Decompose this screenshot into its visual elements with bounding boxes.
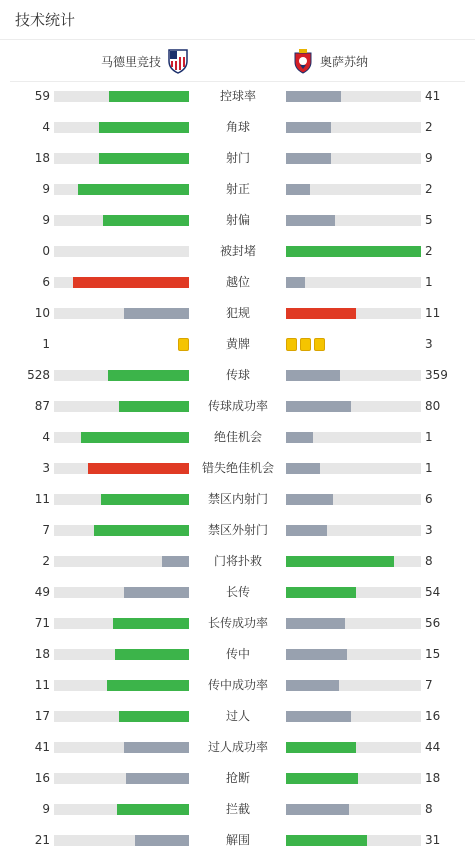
home-bar-fill: [103, 215, 189, 226]
away-bar-fill: [286, 773, 358, 784]
away-bar-fill: [286, 246, 421, 257]
home-value: 9: [42, 213, 50, 227]
away-team: [292, 40, 368, 82]
away-bar-fill: [286, 649, 347, 660]
stat-row: [0, 577, 475, 608]
home-bar-fill: [126, 773, 189, 784]
home-value: 18: [34, 151, 50, 165]
away-bar-track: [286, 525, 421, 536]
home-value: 59: [34, 89, 50, 103]
away-value: 44: [425, 740, 441, 754]
home-bar-track: [54, 649, 189, 660]
stat-label: 禁区外射门: [207, 523, 268, 537]
away-bar-fill: [286, 494, 333, 505]
home-bar-track: [54, 525, 189, 536]
away-bar-track: [286, 153, 421, 164]
away-value: 15: [425, 647, 441, 661]
stat-label: 犯规: [225, 306, 250, 320]
stat-label: 解围: [225, 833, 250, 847]
away-bar-fill: [286, 215, 335, 226]
away-bar-track: [286, 91, 421, 102]
stat-row: [0, 701, 475, 732]
stat-label: 射正: [225, 182, 250, 196]
home-bar-track: [54, 246, 189, 257]
away-bar-track: [286, 494, 421, 505]
away-bar-fill: [286, 711, 351, 722]
away-bar-track: [286, 556, 421, 567]
away-bar-fill: [286, 370, 340, 381]
away-bar-track: [286, 432, 421, 443]
home-value: 4: [42, 120, 50, 134]
yellow-card-icon: [300, 338, 311, 351]
home-bar-fill: [119, 401, 189, 412]
away-bar-track: [286, 773, 421, 784]
stat-row: [0, 515, 475, 546]
stat-label: 传中成功率: [207, 678, 268, 692]
stats-list: [0, 81, 475, 856]
home-team-name: 马德里竞技: [101, 54, 162, 69]
stat-row: [0, 794, 475, 825]
stat-label: 门将扑救: [213, 554, 262, 568]
home-bar-fill: [117, 804, 189, 815]
away-value: 16: [425, 709, 441, 723]
stats-header: [0, 0, 475, 40]
away-bar-track: [286, 649, 421, 660]
home-value: 9: [42, 182, 50, 196]
away-bar-track: [286, 308, 421, 319]
stat-label: 越位: [225, 275, 250, 289]
away-value: 80: [425, 399, 441, 413]
home-bar-fill: [81, 432, 189, 443]
home-value: 11: [34, 678, 50, 692]
away-bar-track: [286, 804, 421, 815]
away-bar-fill: [286, 835, 367, 846]
home-value: 7: [42, 523, 50, 537]
stat-row: [0, 422, 475, 453]
stat-label: 传球: [225, 368, 250, 382]
away-bar-fill: [286, 618, 345, 629]
home-value: 21: [34, 833, 50, 847]
away-value: 56: [425, 616, 441, 630]
away-value: 1: [425, 430, 433, 444]
teams-bar: [10, 40, 465, 82]
stat-label: 角球: [225, 120, 250, 134]
away-bar-track: [286, 742, 421, 753]
home-bar-fill: [73, 277, 189, 288]
home-bar-track: [54, 804, 189, 815]
home-bar-fill: [101, 494, 189, 505]
home-team: [101, 40, 189, 82]
away-bar-fill: [286, 742, 356, 753]
home-value: 528: [27, 368, 50, 382]
stat-row: [0, 329, 475, 360]
away-bar-fill: [286, 525, 327, 536]
home-value: 4: [42, 430, 50, 444]
away-bar-fill: [286, 432, 313, 443]
stat-row: [0, 81, 475, 112]
stat-row: [0, 453, 475, 484]
away-bar-fill: [286, 587, 356, 598]
home-bar-track: [54, 773, 189, 784]
away-value: 8: [425, 554, 433, 568]
home-value: 87: [34, 399, 50, 413]
stat-label: 黄牌: [225, 337, 250, 351]
home-bar-track: [54, 711, 189, 722]
home-value: 2: [42, 554, 50, 568]
home-value: 17: [34, 709, 50, 723]
stat-row: [0, 670, 475, 701]
home-bar-fill: [135, 835, 189, 846]
home-bar-track: [54, 835, 189, 846]
stat-row: [0, 391, 475, 422]
home-value: 6: [42, 275, 50, 289]
home-bar-track: [54, 153, 189, 164]
stat-label: 错失绝佳机会: [201, 461, 274, 475]
stat-row: [0, 112, 475, 143]
home-bar-fill: [124, 308, 189, 319]
home-value: 1: [42, 337, 50, 351]
away-value: 1: [425, 461, 433, 475]
home-bar-track: [54, 401, 189, 412]
home-bar-track: [54, 91, 189, 102]
stat-row: [0, 267, 475, 298]
home-bar-track: [54, 308, 189, 319]
home-value: 71: [34, 616, 50, 630]
home-bar-fill: [99, 122, 189, 133]
home-value: 0: [42, 244, 50, 258]
home-value: 49: [34, 585, 50, 599]
away-bar-fill: [286, 184, 310, 195]
home-bar-fill: [109, 91, 189, 102]
stat-row: [0, 639, 475, 670]
stat-label: 绝佳机会: [213, 430, 262, 444]
home-value: 41: [34, 740, 50, 754]
away-bar-fill: [286, 804, 349, 815]
stat-label: 拦截: [225, 802, 250, 816]
away-team-name: 奥萨苏纳: [320, 54, 369, 69]
home-cards: [178, 338, 189, 351]
away-bar-track: [286, 711, 421, 722]
home-bar-track: [54, 494, 189, 505]
home-bar-track: [54, 370, 189, 381]
home-bar-fill: [88, 463, 189, 474]
stat-label: 传中: [225, 647, 250, 661]
stat-label: 抢断: [225, 771, 250, 785]
away-bar-track: [286, 680, 421, 691]
stat-label: 过人成功率: [207, 740, 268, 754]
away-value: 31: [425, 833, 441, 847]
home-value: 9: [42, 802, 50, 816]
away-bar-fill: [286, 680, 339, 691]
atletico-crest-icon: [167, 48, 189, 74]
stat-row: [0, 825, 475, 856]
stat-label: 射偏: [225, 213, 250, 227]
stat-label: 传球成功率: [207, 399, 268, 413]
home-bar-fill: [119, 711, 189, 722]
home-bar-track: [54, 463, 189, 474]
home-value: 16: [34, 771, 50, 785]
away-bar-track: [286, 835, 421, 846]
stat-label: 长传: [225, 585, 250, 599]
away-bar-fill: [286, 401, 351, 412]
away-bar-track: [286, 463, 421, 474]
away-bar-track: [286, 277, 421, 288]
away-bar-track: [286, 401, 421, 412]
away-bar-fill: [286, 277, 305, 288]
away-bar-track: [286, 618, 421, 629]
away-value: 8: [425, 802, 433, 816]
stat-label: 长传成功率: [207, 616, 268, 630]
home-bar-fill: [108, 370, 189, 381]
stat-row: [0, 236, 475, 267]
home-bar-fill: [78, 184, 189, 195]
home-bar-fill: [99, 153, 189, 164]
stat-row: [0, 608, 475, 639]
stat-row: [0, 763, 475, 794]
yellow-card-icon: [286, 338, 297, 351]
away-value: 2: [425, 244, 433, 258]
home-bar-track: [54, 618, 189, 629]
home-value: 11: [34, 492, 50, 506]
away-value: 2: [425, 120, 433, 134]
stat-row: [0, 205, 475, 236]
away-bar-fill: [286, 122, 331, 133]
away-value: 7: [425, 678, 433, 692]
home-bar-track: [54, 680, 189, 691]
away-value: 3: [425, 523, 433, 537]
away-bar-track: [286, 122, 421, 133]
home-bar-fill: [124, 742, 189, 753]
stat-row: [0, 174, 475, 205]
home-bar-track: [54, 122, 189, 133]
stat-row: [0, 360, 475, 391]
away-value: 359: [425, 368, 448, 382]
away-cards: [286, 338, 325, 351]
stat-row: [0, 484, 475, 515]
yellow-card-icon: [314, 338, 325, 351]
home-bar-fill: [94, 525, 189, 536]
away-bar-track: [286, 184, 421, 195]
home-bar-fill: [115, 649, 189, 660]
home-value: 18: [34, 647, 50, 661]
home-bar-track: [54, 184, 189, 195]
stat-row: [0, 143, 475, 174]
home-value: 10: [34, 306, 50, 320]
away-bar-fill: [286, 308, 356, 319]
home-bar-fill: [124, 587, 189, 598]
stat-label: 射门: [225, 151, 250, 165]
away-bar-fill: [286, 91, 341, 102]
away-value: 54: [425, 585, 441, 599]
home-bar-track: [54, 215, 189, 226]
home-value: 3: [42, 461, 50, 475]
stat-row: [0, 732, 475, 763]
osasuna-crest-icon: [292, 48, 314, 74]
away-value: 6: [425, 492, 433, 506]
away-bar-fill: [286, 463, 320, 474]
stat-label: 过人: [225, 709, 250, 723]
stat-row: [0, 546, 475, 577]
away-bar-fill: [286, 153, 331, 164]
home-bar-fill: [162, 556, 189, 567]
yellow-card-icon: [178, 338, 189, 351]
stat-row: [0, 298, 475, 329]
stat-label: 被封堵: [219, 244, 256, 258]
away-value: 11: [425, 306, 441, 320]
away-value: 9: [425, 151, 433, 165]
away-value: 3: [425, 337, 433, 351]
home-bar-track: [54, 742, 189, 753]
away-bar-track: [286, 246, 421, 257]
home-bar-fill: [107, 680, 189, 691]
away-value: 41: [425, 89, 441, 103]
away-bar-track: [286, 215, 421, 226]
home-bar-track: [54, 432, 189, 443]
home-bar-track: [54, 556, 189, 567]
away-bar-fill: [286, 556, 394, 567]
home-bar-fill: [113, 618, 189, 629]
stat-label: 禁区内射门: [207, 492, 268, 506]
stat-label: 控球率: [219, 89, 256, 103]
away-value: 5: [425, 213, 433, 227]
page-title: 技术统计: [15, 11, 76, 29]
away-value: 1: [425, 275, 433, 289]
away-value: 18: [425, 771, 441, 785]
away-value: 2: [425, 182, 433, 196]
home-bar-track: [54, 277, 189, 288]
home-bar-track: [54, 587, 189, 598]
away-bar-track: [286, 587, 421, 598]
away-bar-track: [286, 370, 421, 381]
